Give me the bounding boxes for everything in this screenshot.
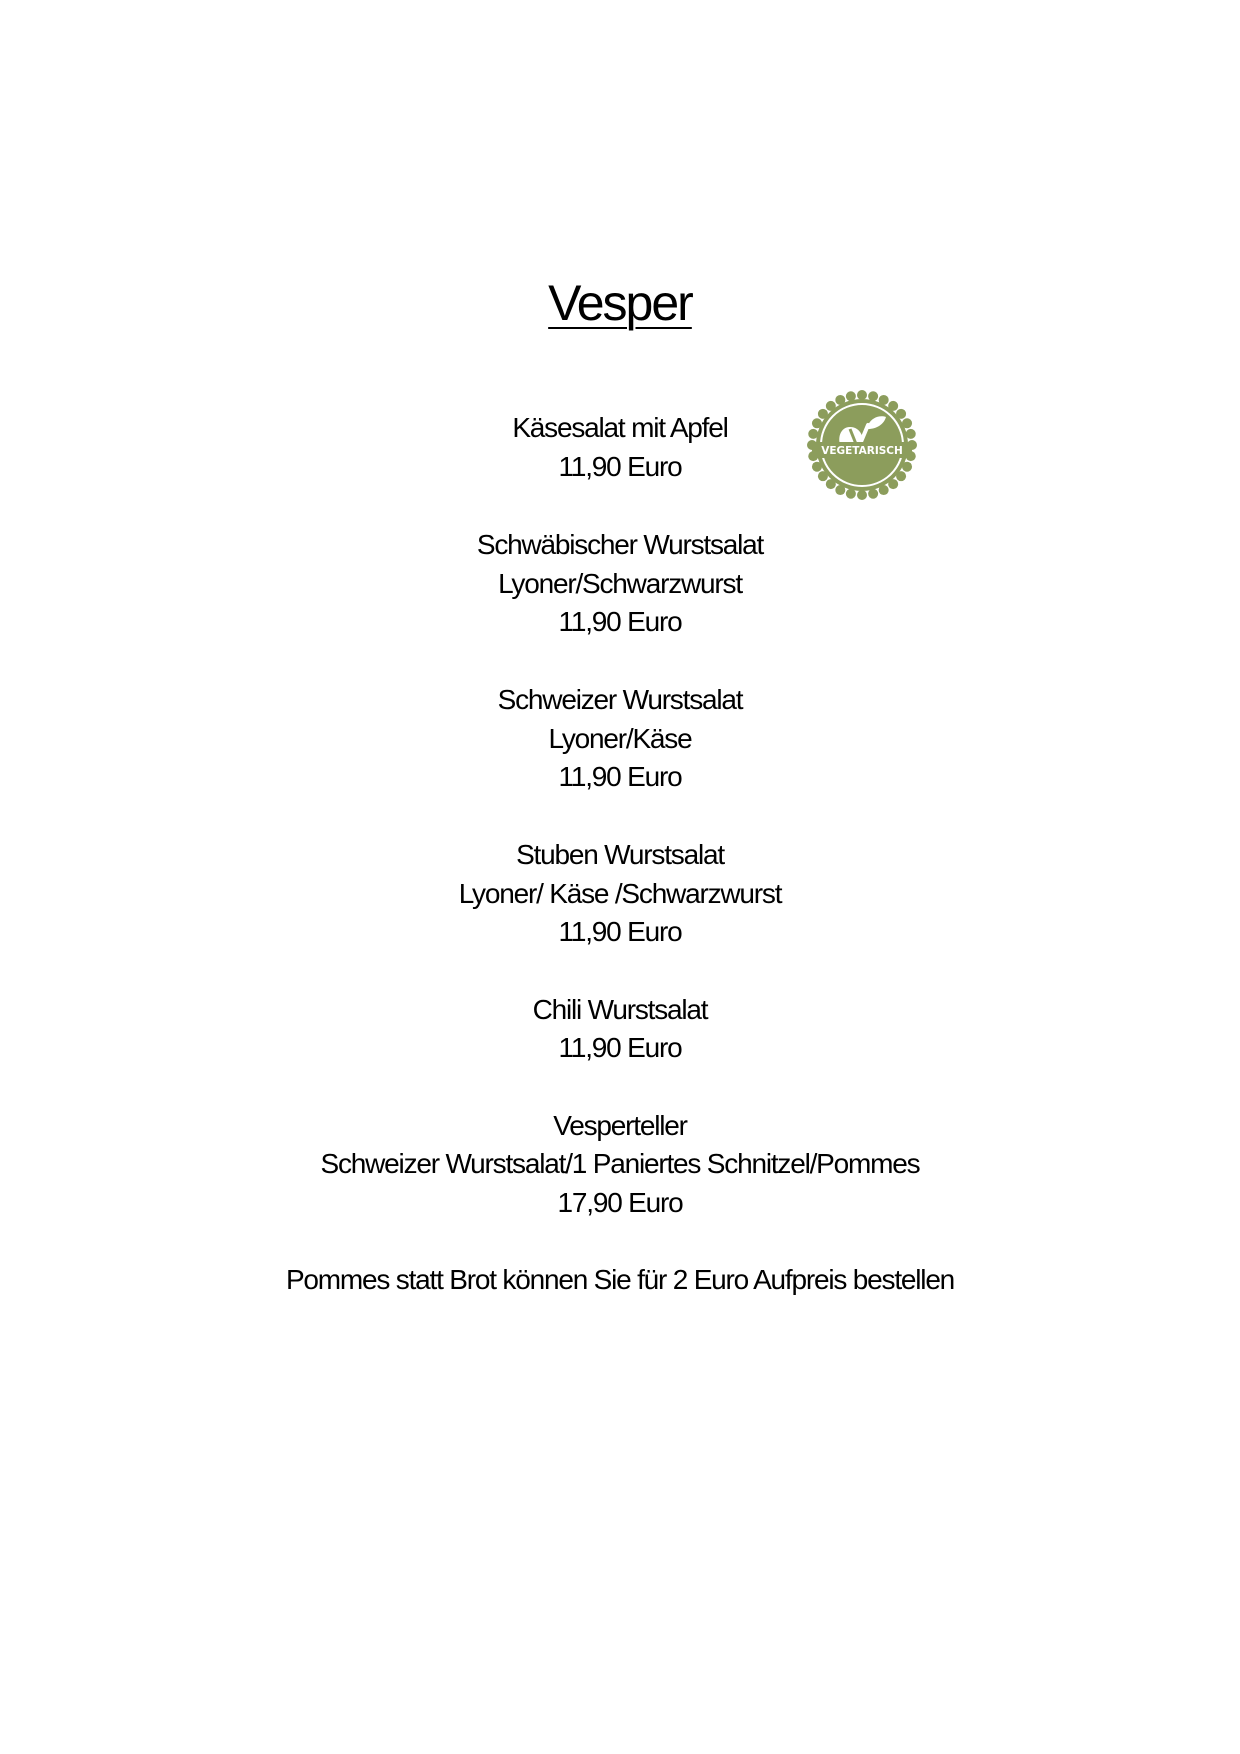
item-desc-schwaebischer: Lyoner/Schwarzwurst [498,568,742,599]
item-desc-schweizer: Lyoner/Käse [548,723,692,754]
item-name-chili: Chili Wurstsalat [532,994,708,1025]
item-price-chili: 11,90 Euro [558,1032,682,1063]
vegetarian-seal-icon [806,389,918,501]
item-price-kaesesalat: 11,90 Euro [558,451,682,482]
item-name-schwaebischer: Schwäbischer Wurstsalat [476,529,764,560]
badge-label: VEGETARISCH [821,445,903,457]
item-desc-vesperteller: Schweizer Wurstsalat/1 Paniertes Schnitzel/Pommes [320,1148,920,1179]
item-price-schweizer: 11,90 Euro [558,761,682,792]
item-price-stuben: 11,90 Euro [558,916,682,947]
item-name-stuben: Stuben Wurstsalat [516,839,724,870]
menu-title: Vesper [548,275,692,331]
item-price-schwaebischer: 11,90 Euro [558,606,682,637]
seal-tooth [857,490,867,500]
item-name-vesperteller: Vesperteller [553,1110,687,1141]
item-name-schweizer: Schweizer Wurstsalat [497,684,743,715]
item-price-vesperteller: 17,90 Euro [557,1187,683,1218]
menu-note: Pommes statt Brot können Sie für 2 Euro Aufpreis bestellen [285,1264,955,1295]
seal-tooth [857,390,867,400]
item-desc-stuben: Lyoner/ Käse /Schwarzwurst [458,878,782,909]
item-name-kaesesalat: Käsesalat mit Apfel [512,412,728,443]
